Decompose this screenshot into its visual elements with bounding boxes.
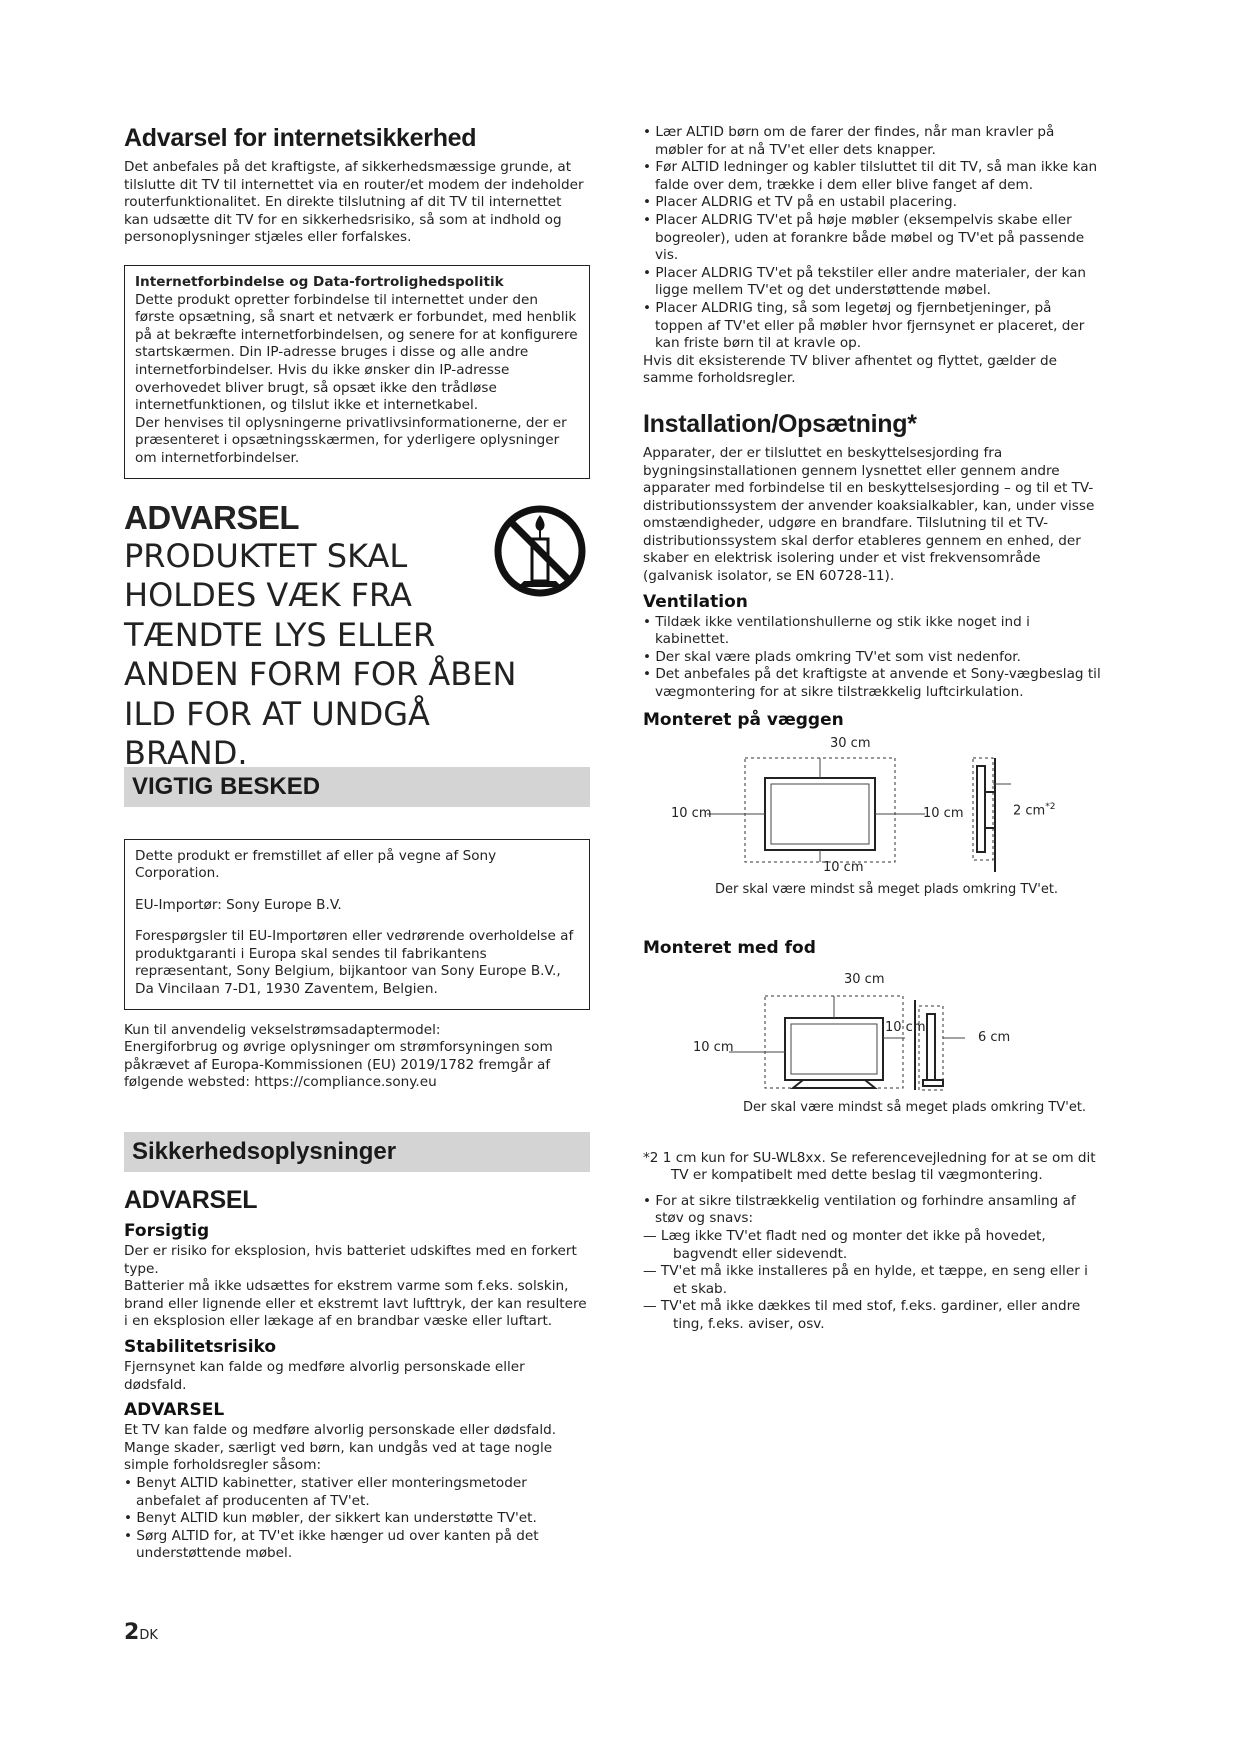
stand-left-clearance: 10 cm [693,1039,734,1055]
list-item: • Sørg ALTID for, at TV'et ikke hænger ud over kanten på det understøttende møbel. [124,1528,590,1563]
stand-caption: Der skal være mindst så meget plads omkring TV'et. [743,1099,1087,1115]
ventilation-title: Ventilation [643,591,748,612]
important-notice-heading: VIGTIG BESKED [124,767,590,807]
footnote: *2 1 cm kun for SU-WL8xx. Se referencevejledning for at se om dit TV er kompatibelt med dette beslag til vægmontering. [643,1149,1096,1184]
list-item: • Placer ALDRIG et TV på en ustabil placering. [643,194,1101,212]
notice-text-3: Forespørgsler til EU-Importøren eller vedrørende overholdelse af produktgaranti i Europa skal sendes til fabrikantens repræsentant, Sony Belgium, bijkantoor van Sony Europe B.V., Da Vincilaan 7-D1, 1930 Zaventem, Belgien. [135,928,574,998]
wall-mount-title: Monteret på væggen [643,709,844,730]
installation-text: Apparater, der er tilsluttet en beskyttelsesjording fra bygningsinstallationen gennem lysnettet eller gennem andre apparater med forbindelse til en beskyttelsesjording – og til et TV-distributionssystem der anvender koaksialkabler, kan, under visse omstændigheder, udgøre en brandfare. Tilslutning til et TV-distributionssystem skal derfor etableres gennem en enhed, der skaber en elektrisk isolering under et vist frekvensområde (galvanisk isolator, se EN 60728-11). [643,444,1095,585]
stand-mount-title: Monteret med fod [643,937,816,958]
right-column [643,124,1101,1334]
safety-warning-title: ADVARSEL [124,1186,258,1215]
safety-heading: Sikkerhedsoplysninger [124,1132,590,1172]
list-item: • For at sikre tilstrækkelig ventilation og forhindre ansamling af støv og snavs: [643,1193,1101,1228]
candle-warning [124,498,590,772]
ventilation-dash-list [643,1228,1101,1334]
no-candle-icon [492,503,588,599]
stability-title: Stabilitetsrisiko [124,1337,277,1357]
wall-bottom-clearance: 10 cm [823,859,864,875]
child-safety-bullets [643,124,1101,353]
installation-title: Installation/Opsætning* [643,409,917,438]
caution-title: Forsigtig [124,1221,210,1242]
page-number: 2DK [124,1620,158,1645]
list-item: • Placer ALDRIG TV'et på høje møbler (eksempelvis skabe eller bogreoler), uden at forankre både møbel og TV'et på passende vis. [643,212,1101,265]
list-item: • Tildæk ikke ventilationshullerne og stik ikke noget ind i kabinettet. [643,614,1101,649]
caution-text-2: Batterier må ikke udsættes for ekstrem varme som f.eks. solskin, brand eller lignende eller et ekstremt lavt lufttryk, der kan resultere i en eksplosion eller lækage af en brandbar væske eller luftart. [124,1278,587,1330]
wall-caption: Der skal være mindst så meget plads omkring TV'et. [715,881,1059,897]
caution-text-1: Der er risiko for eksplosion, hvis batteriet udskiftes med en forkert type. [124,1243,577,1277]
ventilation-extra-bullets [643,1193,1101,1228]
notice-text-1: Dette produkt er fremstillet af eller på vegne af Sony Corporation. [135,847,497,882]
list-item: • Det anbefales på det kraftigste at anvende et Sony-vægbeslag til vægmontering for at sikre tilstrækkelig luftcirkulation. [643,666,1101,701]
privacy-box-text: Dette produkt opretter forbindelse til internettet under den første opsætning, så snart et netværk er forbundet, med henblik på at bekræfte internetforbindelsen, og senere for at konfigurere startskærmen. Din IP-adresse bruges i disse og alle andre internetforbindelser. Hvis du ikke ønsker din IP-adresse overhovedet bliver brugt, så opsæt ikke den trådløse internetfunktionen, og tilslut ikke et internetkabel. [135,291,578,414]
list-item: • Benyt ALTID kun møbler, der sikkert kan understøtte TV'et. [124,1510,590,1528]
relocation-note: Hvis dit eksisterende TV bliver afhentet og flyttet, gælder de samme forholdsregler. [643,352,1057,387]
stand-mount-diagram [643,960,1101,1120]
privacy-box-text-2: Der henvises til oplysningerne privatlivsinformationerne, der er præsenteret i opsætningsskærmen, for yderligere oplysninger om internetforbindelser. [135,414,567,466]
wall-right-clearance: 10 cm [923,805,964,821]
candle-warning-text: PRODUKTET SKAL HOLDES VÆK FRA TÆNDTE LYS ELLER ANDEN FORM FOR ÅBEN ILD FOR AT UNDGÅ BRAND. [124,536,517,772]
list-item: — TV'et må ikke dækkes til med stof, f.eks. gardiner, eller andre ting, f.eks. aviser, osv. [643,1298,1101,1333]
stand-side-clearance: 6 cm [978,1029,1011,1045]
wall-mount-diagram [643,732,1101,902]
list-item: • Der skal være plads omkring TV'et som vist nedenfor. [643,649,1101,667]
safety-bullets [124,1475,590,1563]
privacy-box [124,265,590,479]
stability-text: Fjernsynet kan falde og medføre alvorlig personskade eller dødsfald. [124,1359,525,1393]
warning2-title: ADVARSEL [124,1400,225,1421]
internet-warning-title: Advarsel for internetsikkerhed [124,124,477,152]
list-item: • Lær ALTID børn om de farer der findes, når man kravler på møbler for at nå TV'et eller dets knapper. [643,124,1101,159]
candle-warning-title: ADVARSEL [124,498,300,536]
list-item: — TV'et må ikke installeres på en hylde, et tæppe, en seng eller i et skab. [643,1263,1101,1298]
adapter-note: Kun til anvendelig vekselstrømsadaptermodel: [124,1021,441,1038]
energy-note: Energiforbrug og øvrige oplysninger om strømforsyningen som påkrævet af Europa-Kommissionen (EU) 2019/1782 fremgår af følgende websted: https://compliance.sony.eu [124,1039,553,1091]
list-item: • Benyt ALTID kabinetter, stativer eller monteringsmetoder anbefalet af producenten af TV'et. [124,1475,590,1510]
wall-top-clearance: 30 cm [830,735,871,751]
ventilation-bullets [643,614,1101,702]
privacy-box-title: Internetforbindelse og Data-fortrolighedspolitik [135,273,504,290]
wall-left-clearance: 10 cm [671,805,712,821]
internet-warning-body: Det anbefales på det kraftigste, af sikkerhedsmæssige grunde, at tilslutte dit TV til internettet via en router/et modem der indeholder routerfunktionalitet. En direkte tilslutning af dit TV til internettet kan udsætte dit TV for en sikkerhedsrisiko, så som at indhold og personoplysninger stjæles eller forfalskes. [124,159,584,246]
left-column [124,124,590,1563]
list-item: • Placer ALDRIG TV'et på tekstiler eller andre materialer, der kan ligge mellem TV'et og det understøttende møbel. [643,265,1101,300]
list-item: — Læg ikke TV'et fladt ned og monter det ikke på hovedet, bagvendt eller sidevendt. [643,1228,1101,1263]
notice-box [124,839,590,1010]
footnote-marker: *2 [1045,801,1056,812]
list-item: • Placer ALDRIG ting, så som legetøj og fjernbetjeninger, på toppen af TV'et eller på møbler hvor fjernsynet er placeret, der kan friste børn til at kravle op. [643,300,1101,353]
stand-right-clearance: 10 cm [885,1019,926,1035]
stand-top-clearance: 30 cm [844,971,885,987]
notice-text-2: EU-Importør: Sony Europe B.V. [135,896,342,913]
wall-side-clearance: 2 $cm^{*2}$ [1013,801,1056,818]
list-item: • Før ALTID ledninger og kabler tilsluttet til dit TV, så man ikke kan falde over dem, trække i dem eller blive fanget af dem. [643,159,1101,194]
warning2-text: Et TV kan falde og medføre alvorlig personskade eller dødsfald. Mange skader, særligt ved børn, kan undgås ved at tage nogle simple forholdsregler såsom: [124,1422,557,1474]
